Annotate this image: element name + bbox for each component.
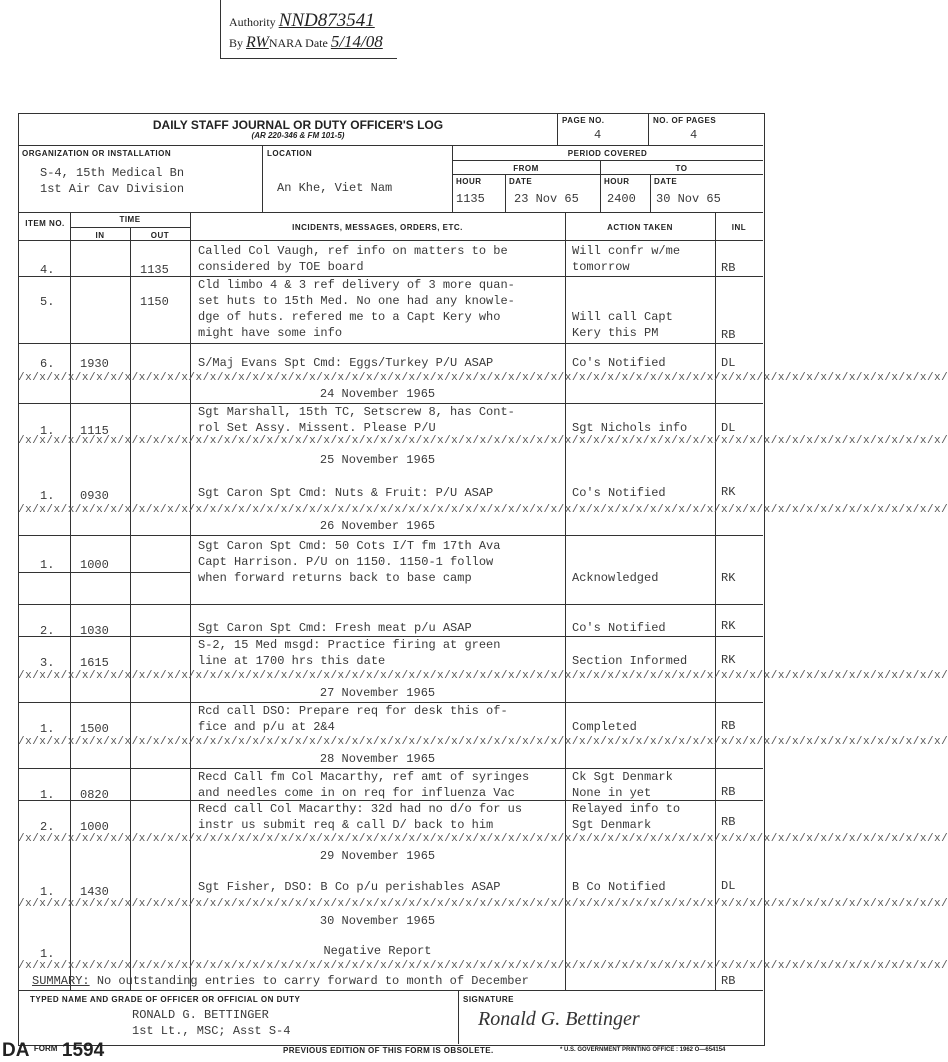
entry-1-initials: RB [721, 261, 736, 275]
entry-7-initials: RK [721, 619, 736, 633]
org-label: ORGANIZATION OR INSTALLATION [22, 149, 172, 158]
entry-8-in: 1615 [80, 656, 109, 670]
entry-12-action-1: B Co Notified [572, 880, 666, 894]
entry-8-line-1: S-2, 15 Med msgd: Practice firing at green [198, 638, 501, 652]
by-line [229, 32, 383, 52]
separator-x: /x/x/x/x/x/x/x/x/x/x/x/x/x/x/x/x/x/x/x/x/x/x/x/x/x/x/x/x/x/x/x/x/x/x/x/x/x/x/x/x/x/x/x/x/x/x/x/x/x/x/x/x/x/x/x/x/x/x/x/x/x/x/x/x/x/ [18, 435, 948, 447]
entry-6-item: 1. [40, 558, 55, 572]
entry-4-line-1: Sgt Marshall, 15th TC, Setscrew 8, has Cont- [198, 405, 515, 419]
entry-2-action-2: Kery this PM [572, 326, 659, 340]
to-label: TO [675, 164, 688, 173]
stamp-date: 5/14/08 [330, 32, 383, 51]
entry-13-item: 1. [40, 947, 55, 961]
entry-6-action-1: Acknowledged [572, 571, 659, 585]
form-prefix: DA [2, 1040, 30, 1061]
entry-8-initials: RK [721, 653, 736, 667]
entry-10-initials: RB [721, 785, 736, 799]
entry-5-line-1: Sgt Caron Spt Cmd: Nuts & Fruit: P/U ASAP [198, 486, 494, 500]
separator-x: /x/x/x/x/x/x/x/x/x/x/x/x/x/x/x/x/x/x/x/x/x/x/x/x/x/x/x/x/x/x/x/x/x/x/x/x/x/x/x/x/x/x/x/x/x/x/x/x/x/x/x/x/x/x/x/x/x/x/x/x/x/x/x/x/x/ [18, 670, 948, 682]
entry-12-initials: DL [721, 879, 736, 893]
entry-8-line-2: line at 1700 hrs this date [198, 654, 386, 668]
entry-4-item: 1. [40, 424, 55, 438]
entry-10-line-2: and needles come in on req for influenza Vac [198, 786, 515, 800]
date-header-27: 27 November 1965 [319, 686, 436, 700]
date-header-30: 30 November 1965 [319, 914, 436, 928]
entry-10-action-1: Ck Sgt Denmark [572, 770, 673, 784]
entry-12-in: 1430 [80, 885, 109, 899]
entry-1-action-2: tomorrow [572, 260, 630, 274]
entry-11-in: 1000 [80, 820, 109, 834]
entry-6-line-3: when forward returns back to base camp [198, 571, 472, 585]
pages-count: 4 [690, 128, 698, 142]
entry-3-in: 1930 [80, 357, 109, 371]
summary-initials: RB [721, 974, 736, 988]
entry-7-line-1: Sgt Caron Spt Cmd: Fresh meat p/u ASAP [198, 621, 472, 635]
entry-2-action-1: Will call Capt [572, 310, 673, 324]
col-in: IN [95, 231, 105, 240]
summary-row [32, 974, 529, 988]
col-time: TIME [119, 215, 141, 224]
from-date-label: DATE [509, 177, 533, 186]
obsolete-notice: PREVIOUS EDITION OF THIS FORM IS OBSOLETE. [283, 1046, 494, 1055]
entry-3-action-1: Co's Notified [572, 356, 666, 370]
form-subtitle: (AR 220-346 & FM 101-5) [251, 131, 345, 140]
date-header-26: 26 November 1965 [319, 519, 436, 533]
entry-9-line-1: Rcd call DSO: Prepare req for desk this of- [198, 704, 508, 718]
signature-label: SIGNATURE [463, 995, 515, 1004]
date-header-25: 25 November 1965 [319, 453, 436, 467]
col-incidents: INCIDENTS, MESSAGES, ORDERS, ETC. [292, 223, 463, 232]
org-line-2: 1st Air Cav Division [40, 182, 185, 196]
entry-7-action-1: Co's Notified [572, 621, 666, 635]
form-id [2, 1040, 104, 1062]
entry-4-line-2: rol Set Assy. Missent. Please P/U [198, 421, 436, 435]
entry-6-initials: RK [721, 571, 736, 585]
entry-2-item: 5. [40, 295, 55, 309]
separator-x: /x/x/x/x/x/x/x/x/x/x/x/x/x/x/x/x/x/x/x/x/x/x/x/x/x/x/x/x/x/x/x/x/x/x/x/x/x/x/x/x/x/x/x/x/x/x/x/x/x/x/x/x/x/x/x/x/x/x/x/x/x/x/x/x/x/ [18, 736, 948, 748]
entry-5-initials: RK [721, 485, 736, 499]
entry-1-out: 1135 [140, 263, 169, 277]
entry-4-initials: DL [721, 421, 736, 435]
pages-label: NO. OF PAGES [653, 116, 717, 125]
separator-x: /x/x/x/x/x/x/x/x/x/x/x/x/x/x/x/x/x/x/x/x/x/x/x/x/x/x/x/x/x/x/x/x/x/x/x/x/x/x/x/x/x/x/x/x/x/x/x/x/x/x/x/x/x/x/x/x/x/x/x/x/x/x/x/x/x/ [18, 372, 948, 384]
entry-11-line-1: Recd call Col Macarthy: 32d had no d/o for us [198, 802, 523, 816]
entry-6-line-2: Capt Harrison. P/U on 1150. 1150-1 follow [198, 555, 494, 569]
entry-4-action-1: Sgt Nichols info [572, 421, 688, 435]
from-date: 23 Nov 65 [514, 192, 579, 206]
authority-line [229, 10, 375, 32]
entry-1-item: 4. [40, 263, 55, 277]
form-number: 1594 [61, 1040, 105, 1061]
location-value: An Khe, Viet Nam [277, 181, 393, 195]
to-hour-label: HOUR [604, 177, 630, 186]
entry-1-line-2: considered by TOE board [198, 260, 364, 274]
authority-label: Authority [229, 15, 276, 29]
separator-x: /x/x/x/x/x/x/x/x/x/x/x/x/x/x/x/x/x/x/x/x/x/x/x/x/x/x/x/x/x/x/x/x/x/x/x/x/x/x/x/x/x/x/x/x/x/x/x/x/x/x/x/x/x/x/x/x/x/x/x/x/x/x/x/x/x/ [18, 504, 948, 516]
entry-2-out: 1150 [140, 295, 169, 309]
entry-6-line-1: Sgt Caron Spt Cmd: 50 Cots I/T fm 17th Ava [198, 539, 501, 553]
from-label: FROM [513, 164, 539, 173]
date-header-29: 29 November 1965 [319, 849, 436, 863]
entry-11-initials: RB [721, 815, 736, 829]
entry-11-action-2: Sgt Denmark [572, 818, 652, 832]
entry-10-action-2: None in yet [572, 786, 652, 800]
entry-3-item: 6. [40, 357, 55, 371]
entry-2-line-2: set huts to 15th Med. No one had any knowle- [198, 294, 515, 308]
signature: Ronald G. Bettinger [478, 1008, 640, 1030]
col-out: OUT [150, 231, 170, 240]
page-no: 4 [594, 128, 602, 142]
separator-x: /x/x/x/x/x/x/x/x/x/x/x/x/x/x/x/x/x/x/x/x/x/x/x/x/x/x/x/x/x/x/x/x/x/x/x/x/x/x/x/x/x/x/x/x/x/x/x/x/x/x/x/x/x/x/x/x/x/x/x/x/x/x/x/x/x/ [18, 898, 948, 910]
by-label: By [229, 36, 244, 50]
entry-11-action-1: Relayed info to [572, 802, 681, 816]
entry-7-in: 1030 [80, 624, 109, 638]
by-value: RW [246, 34, 269, 51]
entry-8-item: 3. [40, 656, 55, 670]
to-date: 30 Nov 65 [656, 192, 721, 206]
nara-date-label: NARA Date [268, 36, 328, 50]
entry-3-line-1: S/Maj Evans Spt Cmd: Eggs/Turkey P/U ASAP [198, 356, 494, 370]
org-line-1: S-4, 15th Medical Bn [40, 166, 185, 180]
officer-name: RONALD G. BETTINGER [132, 1008, 269, 1022]
entry-6-in: 1000 [80, 558, 109, 572]
to-date-label: DATE [654, 177, 678, 186]
authority-value: NND873541 [278, 10, 375, 31]
entry-3-initials: DL [721, 356, 736, 370]
entry-9-initials: RB [721, 719, 736, 733]
entry-8-action-1: Section Informed [572, 654, 688, 668]
entry-10-item: 1. [40, 788, 55, 802]
summary-label: SUMMARY: [32, 974, 90, 988]
entry-13-line-1: Negative Report [323, 944, 432, 958]
entry-9-action-1: Completed [572, 720, 637, 734]
entry-2-line-1: Cld limbo 4 & 3 ref delivery of 3 more quan- [198, 278, 515, 292]
from-hour-label: HOUR [456, 177, 482, 186]
to-hour: 2400 [607, 192, 636, 206]
col-item-no: ITEM NO. [25, 219, 65, 228]
entry-5-item: 1. [40, 489, 55, 503]
from-hour: 1135 [456, 192, 485, 206]
entry-7-item: 2. [40, 624, 55, 638]
authority-stamp [220, 0, 397, 59]
entry-1-line-1: Called Col Vaugh, ref info on matters to be [198, 244, 508, 258]
separator-x: /x/x/x/x/x/x/x/x/x/x/x/x/x/x/x/x/x/x/x/x/x/x/x/x/x/x/x/x/x/x/x/x/x/x/x/x/x/x/x/x/x/x/x/x/x/x/x/x/x/x/x/x/x/x/x/x/x/x/x/x/x/x/x/x/x/ [18, 960, 948, 972]
entry-1-action-1: Will confr w/me [572, 244, 681, 258]
separator-x: /x/x/x/x/x/x/x/x/x/x/x/x/x/x/x/x/x/x/x/x/x/x/x/x/x/x/x/x/x/x/x/x/x/x/x/x/x/x/x/x/x/x/x/x/x/x/x/x/x/x/x/x/x/x/x/x/x/x/x/x/x/x/x/x/x/ [18, 833, 948, 845]
entry-5-in: 0930 [80, 489, 109, 503]
entry-4-in: 1115 [80, 424, 109, 438]
entry-10-line-1: Recd Call fm Col Macarthy, ref amt of syringes [198, 770, 530, 784]
location-label: LOCATION [267, 149, 313, 158]
form-label: FORM [33, 1044, 58, 1053]
entry-9-in: 1500 [80, 722, 109, 736]
entry-10-in: 0820 [80, 788, 109, 802]
date-header-24: 24 November 1965 [319, 387, 436, 401]
form-title: DAILY STAFF JOURNAL OR DUTY OFFICER'S LOG [152, 118, 444, 132]
date-header-28: 28 November 1965 [319, 752, 436, 766]
entry-12-item: 1. [40, 885, 55, 899]
col-action: ACTION TAKEN [607, 223, 673, 232]
entry-2-line-3: dge of huts. refered me to a Capt Kery who [198, 310, 501, 324]
entry-5-action-1: Co's Notified [572, 486, 666, 500]
entry-2-initials: RB [721, 328, 736, 342]
printing-office: * U.S. GOVERNMENT PRINTING OFFICE : 1962 O—654154 [560, 1047, 726, 1053]
officer-grade: 1st Lt., MSC; Asst S-4 [132, 1024, 291, 1038]
entry-9-line-2: fice and p/u at 2&4 [198, 720, 335, 734]
summary-text: No outstanding entries to carry forward to month of December [96, 974, 529, 988]
period-label: PERIOD COVERED [567, 149, 648, 158]
typed-name-label: TYPED NAME AND GRADE OF OFFICER OR OFFICIAL ON DUTY [30, 995, 301, 1004]
entry-2-line-4: might have some info [198, 326, 343, 340]
entry-11-line-2: instr us submit req & call D/ back to him [198, 818, 494, 832]
entry-12-line-1: Sgt Fisher, DSO: B Co p/u perishables ASAP [198, 880, 501, 894]
page-no-label: PAGE NO. [562, 116, 605, 125]
entry-9-item: 1. [40, 722, 55, 736]
entry-11-item: 2. [40, 820, 55, 834]
col-inl: INL [731, 223, 747, 232]
